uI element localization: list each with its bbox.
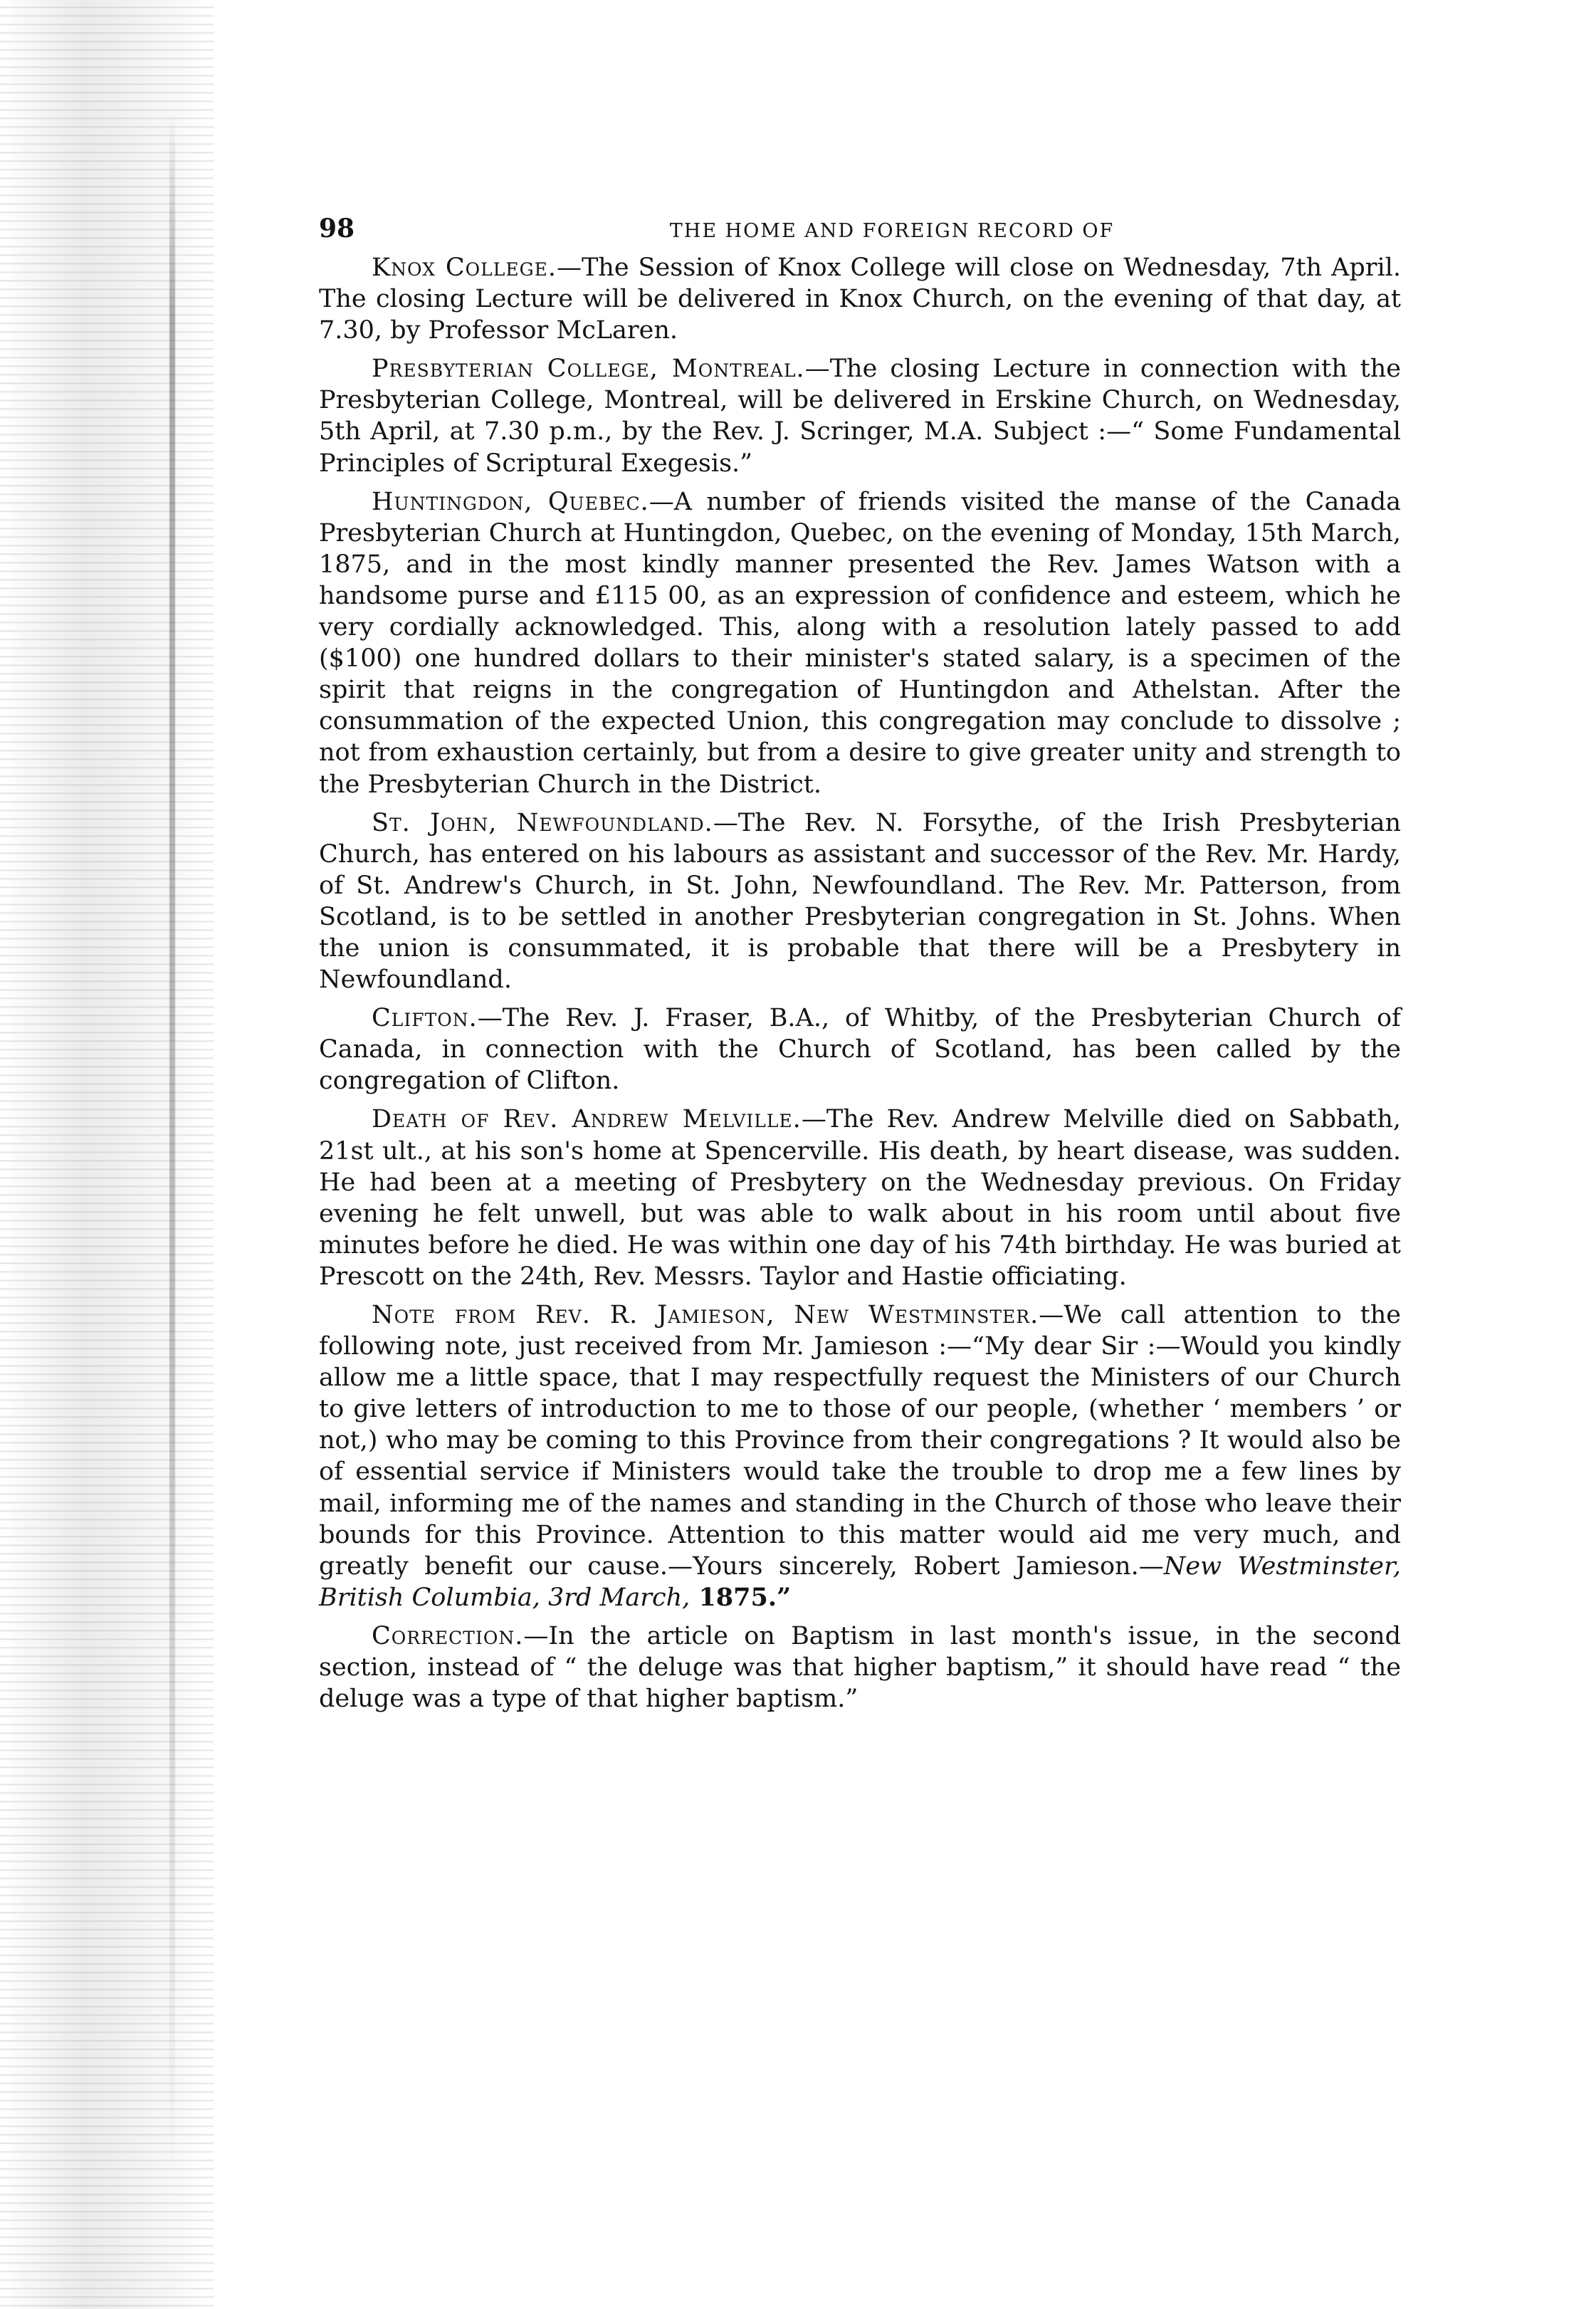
article-body: —In the article on Baptism in last month's issue, in the second section, instead of “ the deluge was that higher baptism,” it should have read “ the deluge was a type of that higher baptism.” (319, 1621, 1401, 1714)
article-heading: Knox College. (372, 253, 557, 282)
article-knox-college (319, 252, 1401, 346)
article-heading: Huntingdon, Quebec. (372, 487, 649, 516)
article-st-john (319, 807, 1401, 996)
page-header (319, 214, 1401, 244)
article-body: —The closing Lecture in connection with the Presbyterian College, Montreal, will be delivered in Erskine Church, on Wednesday, 5th April, at 7.30 p.m., by the Rev. J. Scringer, M.A. Subject :—“ Some Fundamental Principles of Scriptural Exegesis.” (319, 355, 1401, 478)
article-correction (319, 1621, 1401, 1714)
article-body: —The Rev. N. Forsythe, of the Irish Presbyterian Church, has entered on his labours as assistant and successor of the Rev. Mr. Hardy, of St. Andrew's Church, in St. John, Newfoundland. The Rev. Mr. Patterson, from Scotland, is to be settled in another Presbyterian congregation in St. Johns. When the union is consummated, it is probable that there will be a Presbytery in Newfoundland. (319, 808, 1401, 995)
article-date: 1875.” (690, 1582, 792, 1612)
article-body: —We call attention to the following note, just received from Mr. Jamieson :—“My dear Sir :—Would you kindly allow me a little space, that I may respectfully request the Ministers of our Church to give letters of introduction to me to those of our people, (whether ‘ members ’ or not,) who may be coming to this Province from their congregations ? It would also be of essential service if Ministers would take the trouble to drop me a few lines by mail, informing me of the names and standing in the Church of those who leave their bounds for this Province. Attention to this matter would aid me very much, and greatly benefit our cause.—Yours sincerely, Robert Jamieson.— (319, 1301, 1401, 1581)
article-body: —A number of friends visited the manse of the Canada Presbyterian Church at Huntingdon, Quebec, on the evening of Monday, 15th March, 1875, and in the most kindly manner presented the Rev. James Watson with a handsome purse and £115 00, as an expression of confidence and esteem, which he very cordially acknowledged. This, along with a resolution lately passed to add ($100) one hundred dollars to their minister's stated salary, is a specimen of the spirit that reigns in the congregation of Huntingdon and Athelstan. After the consummation of the expected Union, this congregation may conclude to dissolve ; not from exhaustion certainly, but from a desire to give greater unity and strength to the Presbyterian Church in the District. (319, 487, 1401, 799)
article-body: —The Rev. Andrew Melville died on Sabbath, 21st ult., at his son's home at Spencerville. His death, by heart disease, was sudden. He had been at a meeting of Presbytery on the Wednesday previous. On Friday evening he felt unwell, but was able to walk about in his room until about five minutes before he died. He was within one day of his 74th birthday. He was buried at Prescott on the 24th, Rev. Messrs. Taylor and Hastie officiating. (319, 1105, 1402, 1291)
article-heading: Correction. (372, 1621, 524, 1650)
article-body: —The Session of Knox College will close on Wednesday, 7th April. The closing Lecture will be delivered in Knox Church, on the evening of that day, at 7.30, by Professor McLaren. (319, 253, 1401, 345)
article-heading: St. John, Newfoundland. (372, 808, 713, 837)
article-note-jamieson (319, 1299, 1401, 1613)
article-heading: Death of Rev. Andrew Melville. (372, 1105, 802, 1134)
article-huntingdon (319, 486, 1401, 800)
scan-gutter-shadow (0, 0, 214, 2309)
article-death-melville (319, 1104, 1401, 1292)
article-signoff: New Westminster, British Columbia, 3rd March, (319, 1551, 1401, 1612)
article-heading: Presbyterian College, Montreal. (372, 355, 805, 384)
article-presbyterian-college (319, 353, 1401, 478)
article-heading: Note from Rev. R. Jamieson, New Westminster. (372, 1301, 1039, 1329)
article-heading: Clifton. (372, 1004, 478, 1033)
document-page (319, 214, 1401, 1722)
article-body: —The Rev. J. Fraser, B.A., of Whitby, of the Presbyterian Church of Canada, in connection with the Church of Scotland, has been called by the congregation of Clifton. (319, 1004, 1401, 1096)
page-number: 98 (319, 214, 355, 244)
article-clifton (319, 1002, 1401, 1096)
scan-binding-edge (169, 114, 175, 2179)
running-head: THE HOME AND FOREIGN RECORD OF (669, 220, 1115, 242)
